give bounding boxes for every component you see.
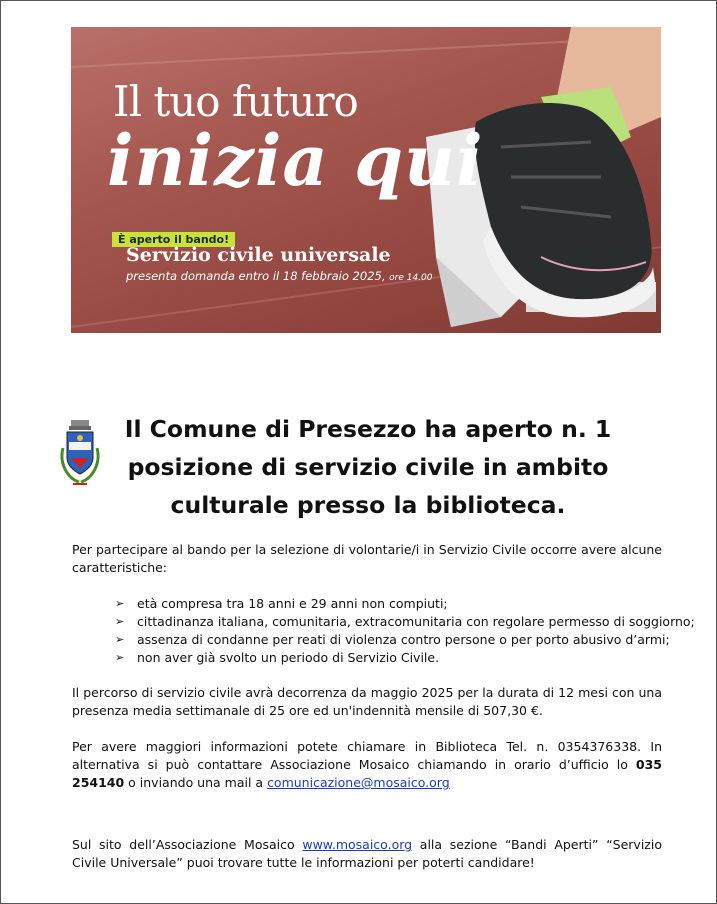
banner-deadline: presenta domanda entro il 18 febbraio 2025, ore 14.00 [126, 269, 433, 283]
site-paragraph: Sul sito dell’Associazione Mosaico www.mosaico.org alla sezione “Bandi Aperti” “Servizio Civile Universale” puoi trovare tutte le informazioni per poterti candidare! [72, 837, 662, 870]
banner-subtitle: Servizio civile universale [126, 244, 391, 266]
banner-title-line2: inizia qui [107, 119, 484, 202]
banner-badge: È aperto il bando! [112, 232, 235, 247]
page-title-line2: posizione di servizio civile in ambito [127, 453, 609, 481]
list-item: ➢ non aver già svolto un periodo di Servizio Civile. [115, 650, 440, 665]
requirements-list [115, 595, 695, 667]
municipal-crest-icon [59, 418, 101, 490]
banner-image [71, 27, 661, 333]
website-link[interactable]: www.mosaico.org [302, 837, 413, 852]
email-link[interactable]: comunicazione@mosaico.org [267, 775, 450, 790]
info-paragraph: Per avere maggiori informazioni potete chiamare in Biblioteca Tel. n. 0354376338. In alternativa si può contattare Associazione Mosaico chiamando in orario d’ufficio lo 035 254140 o inviando una mail a comunicazione@mosaico.org [72, 739, 662, 790]
arrow-bullet-icon: ➢ [115, 597, 125, 610]
arrow-bullet-icon: ➢ [115, 651, 125, 664]
list-item: ➢ cittadinanza italiana, comunitaria, extracomunitaria con regolare permesso di soggiorno; [115, 614, 695, 629]
phone-number: 035 254140 [72, 757, 662, 790]
banner-title-line1: Il tuo futuro [113, 77, 358, 126]
intro-paragraph: Per partecipare al bando per la selezione di volontarie/i in Servizio Civile occorre avere alcune caratteristiche: [72, 542, 662, 575]
deadline-time: ore 14.00 [389, 273, 433, 283]
arrow-bullet-icon: ➢ [115, 615, 125, 628]
duration-paragraph: Il percorso di servizio civile avrà decorrenza da maggio 2025 per la durata di 12 mesi con una presenza media settimanale di 25 ore ed un'indennità mensile di 507,30 €. [72, 685, 662, 718]
page-title-line1: Il Comune di Presezzo ha aperto n. 1 [124, 415, 612, 443]
list-item: ➢ età compresa tra 18 anni e 29 anni non compiuti; [115, 596, 448, 611]
page-title [112, 410, 624, 524]
arrow-bullet-icon: ➢ [115, 633, 125, 646]
deadline-text: presenta domanda entro il 18 febbraio 2025 [126, 269, 382, 283]
list-item: ➢ assenza di condanne per reati di violenza contro persone o per porto abusivo d’armi; [115, 632, 670, 647]
page-title-line3: culturale presso la biblioteca. [170, 491, 566, 519]
